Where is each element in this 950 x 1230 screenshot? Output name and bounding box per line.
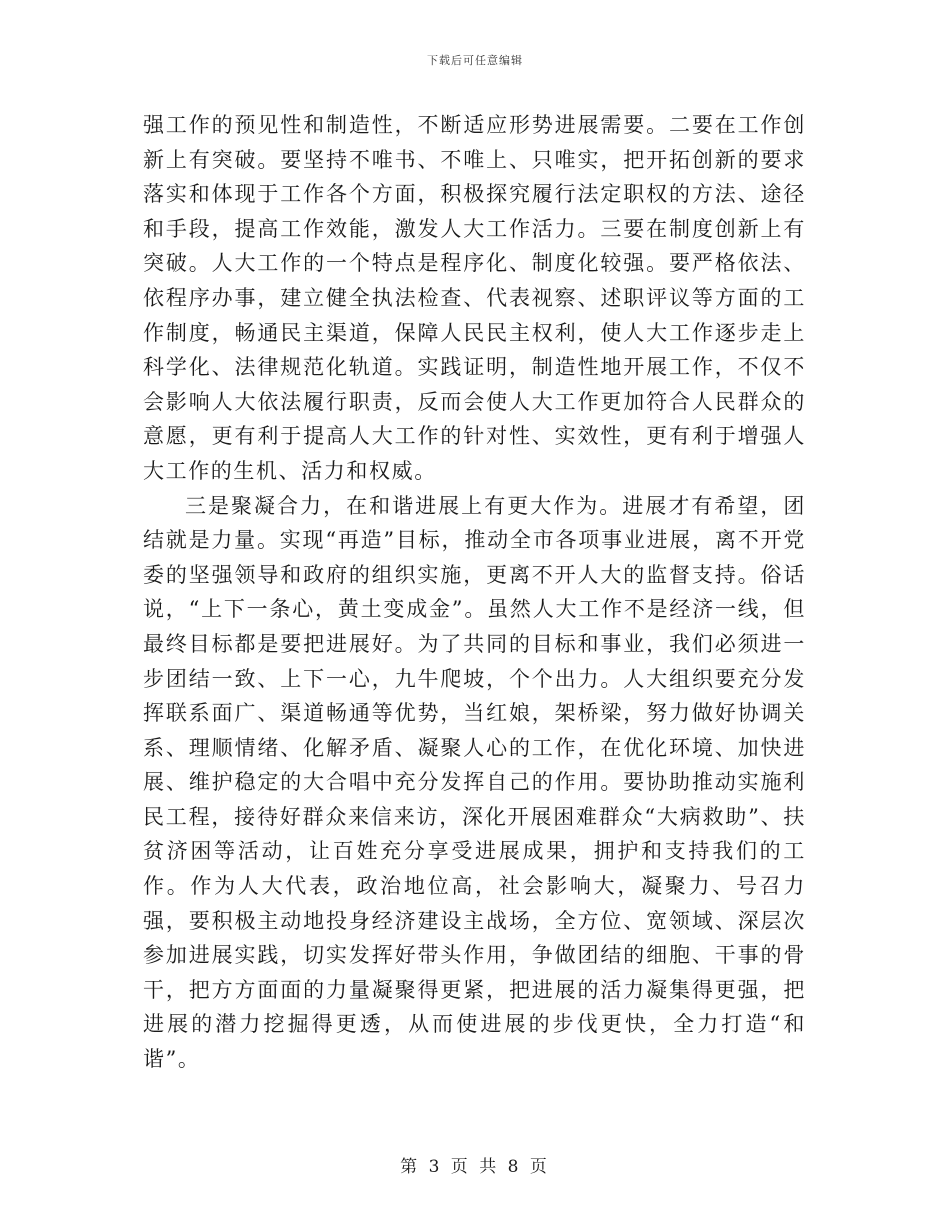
page-number-footer: 第 3 页 共 8 页 — [400, 1157, 550, 1177]
document-body — [143, 108, 806, 1077]
page-header: 下载后可任意编辑 — [427, 54, 523, 67]
paragraph-2: 三是聚凝合力，在和谐进展上有更大作为。进展才有希望，团结就是力量。实现“再造”目标，推动全市各项事业进展，离不开党委的坚强领导和政府的组织实施，更离不开人大的监督支持。俗话说，“上下一条心，黄土变成金”。虽然人大工作不是经济一线，但最终目标都是要把进展好。为了共同的目标和事业，我们必须进一步团结一致、上下一心，九牛爬坡，个个出力。人大组织要充分发挥联系面广、渠道畅通等优势，当红娘，架桥梁，努力做好协调关系、理顺情绪、化解矛盾、凝聚人心的工作，在优化环境、加快进展、维护稳定的大合唱中充分发挥自己的作用。要协助推动实施利民工程，接待好群众来信来访，深化开展困难群众“大病救助”、扶贫济困等活动，让百姓充分享受进展成果，拥护和支持我们的工作。作为人大代表，政治地位高，社会影响大，凝聚力、号召力强，要积极主动地投身经济建设主战场，全方位、宽领域、深层次参加进展实践，切实发挥好带头作用，争做团结的细胞、干事的骨干，把方方面面的力量凝聚得更紧，把进展的活力凝集得更强，把进展的潜力挖掘得更透，从而使进展的步伐更快，全力打造“和谐”。 — [143, 493, 806, 1072]
paragraph-1: 强工作的预见性和制造性，不断适应形势进展需要。二要在工作创新上有突破。要坚持不唯书、不唯上、只唯实，把开拓创新的要求落实和体现于工作各个方面，积极探究履行法定职权的方法、途径和手段，提高工作效能，激发人大工作活力。三要在制度创新上有突破。人大工作的一个特点是程序化、制度化较强。要严格依法、依程序办事，建立健全执法检查、代表视察、述职评议等方面的工作制度，畅通民主渠道，保障人民民主权利，使人大工作逐步走上科学化、法律规范化轨道。实践证明，制造性地开展工作，不仅不会影响人大依法履行职责，反而会使人大工作更加符合人民群众的意愿，更有利于提高人大工作的针对性、实效性，更有利于增强人大工作的生机、活力和权威。 — [143, 113, 806, 483]
